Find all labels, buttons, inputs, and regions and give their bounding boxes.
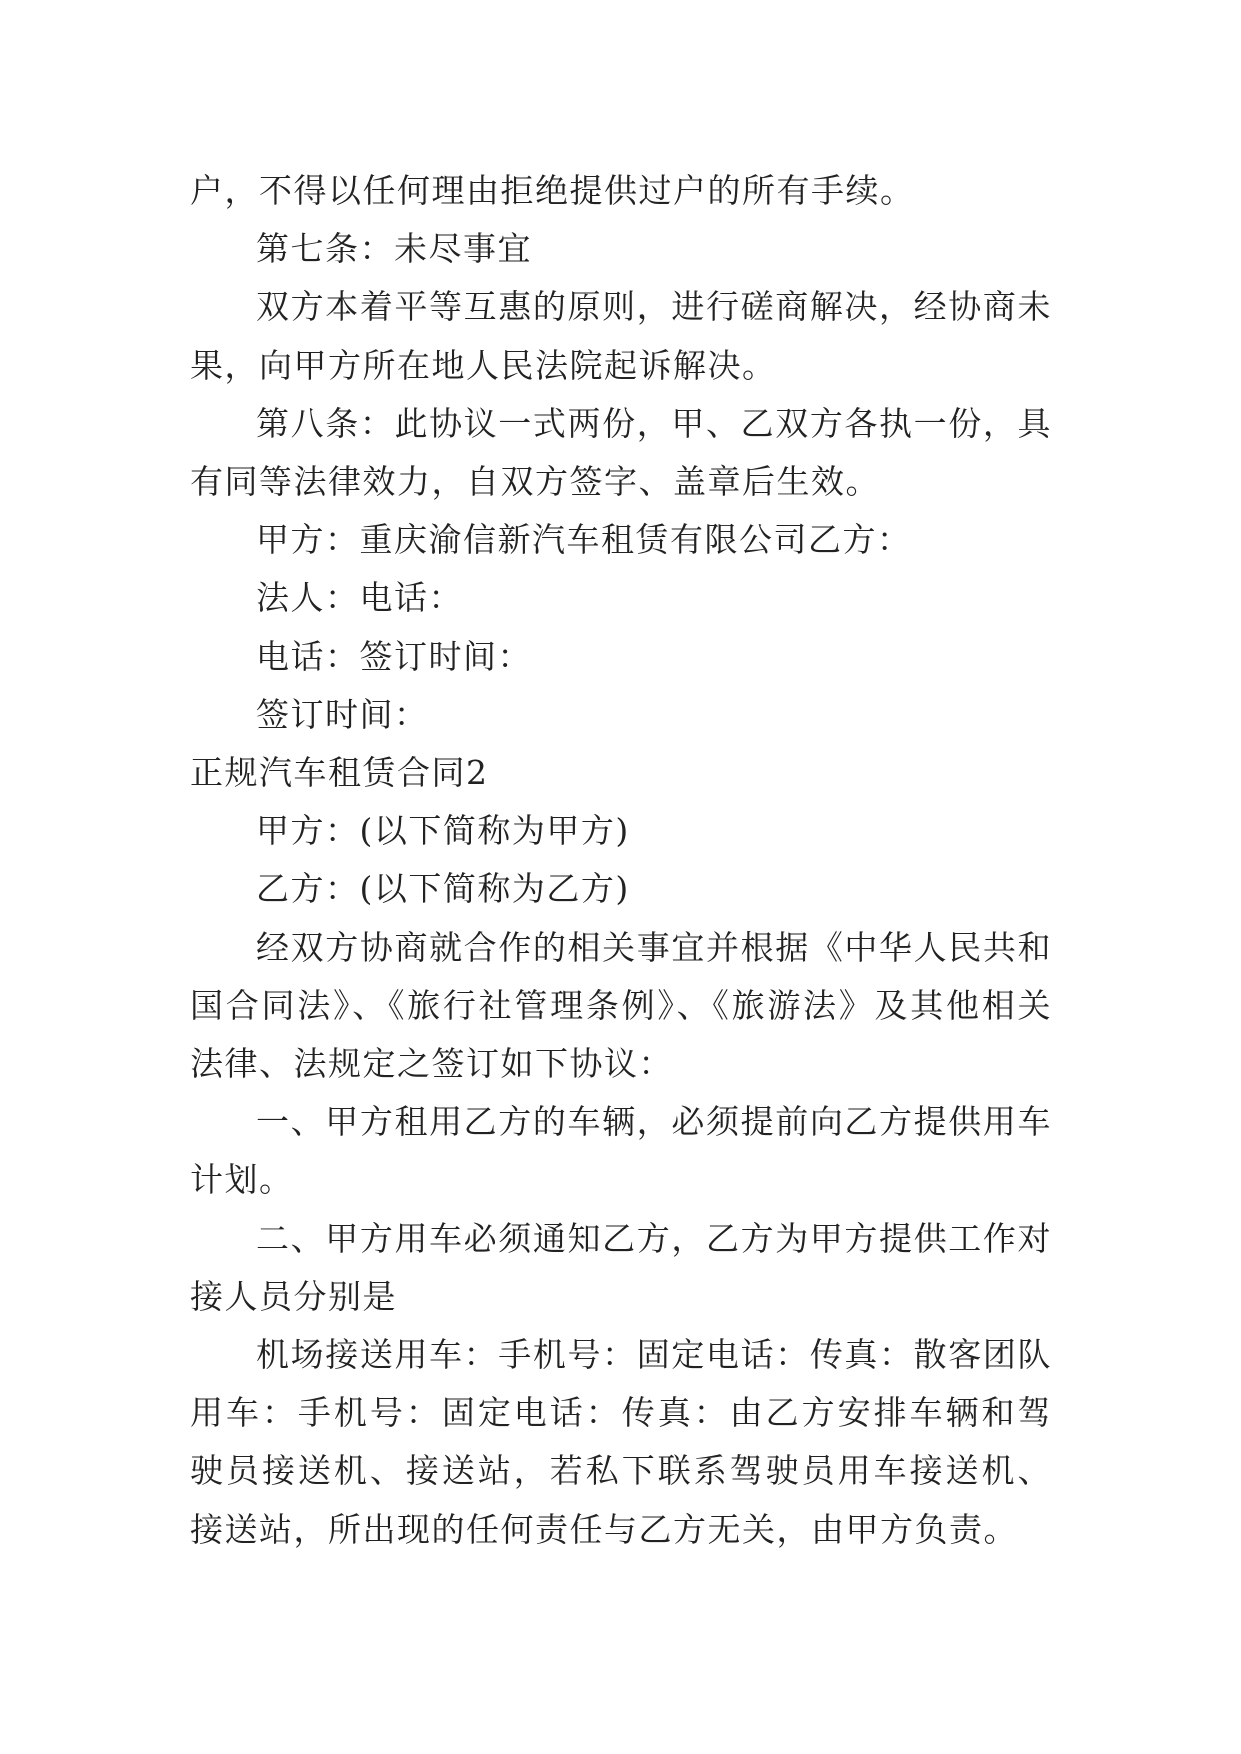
paragraph-preamble: 经双方协商就合作的相关事宜并根据《中华人民共和国合同法》、《旅行社管理条例》、《旅游法》及其他相关法律、法规定之签订如下协议： — [190, 927, 1052, 1084]
signature-date: 签订时间： — [256, 694, 429, 734]
signature-phone: 电话：签订时间： — [256, 636, 532, 676]
clause-1: 一、甲方租用乙方的车辆，必须提前向乙方提供用车计划。 — [190, 1102, 1052, 1200]
signature-legal-person: 法人：电话： — [256, 578, 463, 618]
signature-party-a: 甲方：重庆渝信新汽车租赁有限公司乙方： — [256, 520, 912, 560]
paragraph-article-8: 第八条：此协议一式两份，甲、乙双方各执一份，具有同等法律效力，自双方签字、盖章后生效。 — [190, 403, 1052, 502]
contract-title: 正规汽车租赁合同2 — [190, 753, 489, 793]
paragraph-transfer-procedures: 户，不得以任何理由拒绝提供过户的所有手续。 — [190, 171, 915, 210]
party-b-line: 乙方：(以下简称为乙方) — [256, 869, 630, 909]
heading-article-7: 第七条：未尽事宜 — [256, 229, 532, 269]
paragraph-airport-transfer: 机场接送用车：手机号：固定电话：传真：散客团队用车：手机号：固定电话：传真：由乙方安排车辆和驾驶员接送机、接送站，若私下联系驾驶员用车接送机、接送站，所出现的任何责任与乙方无关，由甲方负责。 — [190, 1335, 1052, 1549]
document-body — [190, 162, 1052, 1559]
clause-2: 二、甲方用车必须通知乙方，乙方为甲方提供工作对接人员分别是 — [190, 1218, 1052, 1316]
paragraph-dispute-resolution: 双方本着平等互惠的原则，进行磋商解决，经协商未果，向甲方所在地人民法院起诉解决。 — [190, 287, 1052, 385]
party-a-line: 甲方：(以下简称为甲方) — [256, 811, 630, 851]
